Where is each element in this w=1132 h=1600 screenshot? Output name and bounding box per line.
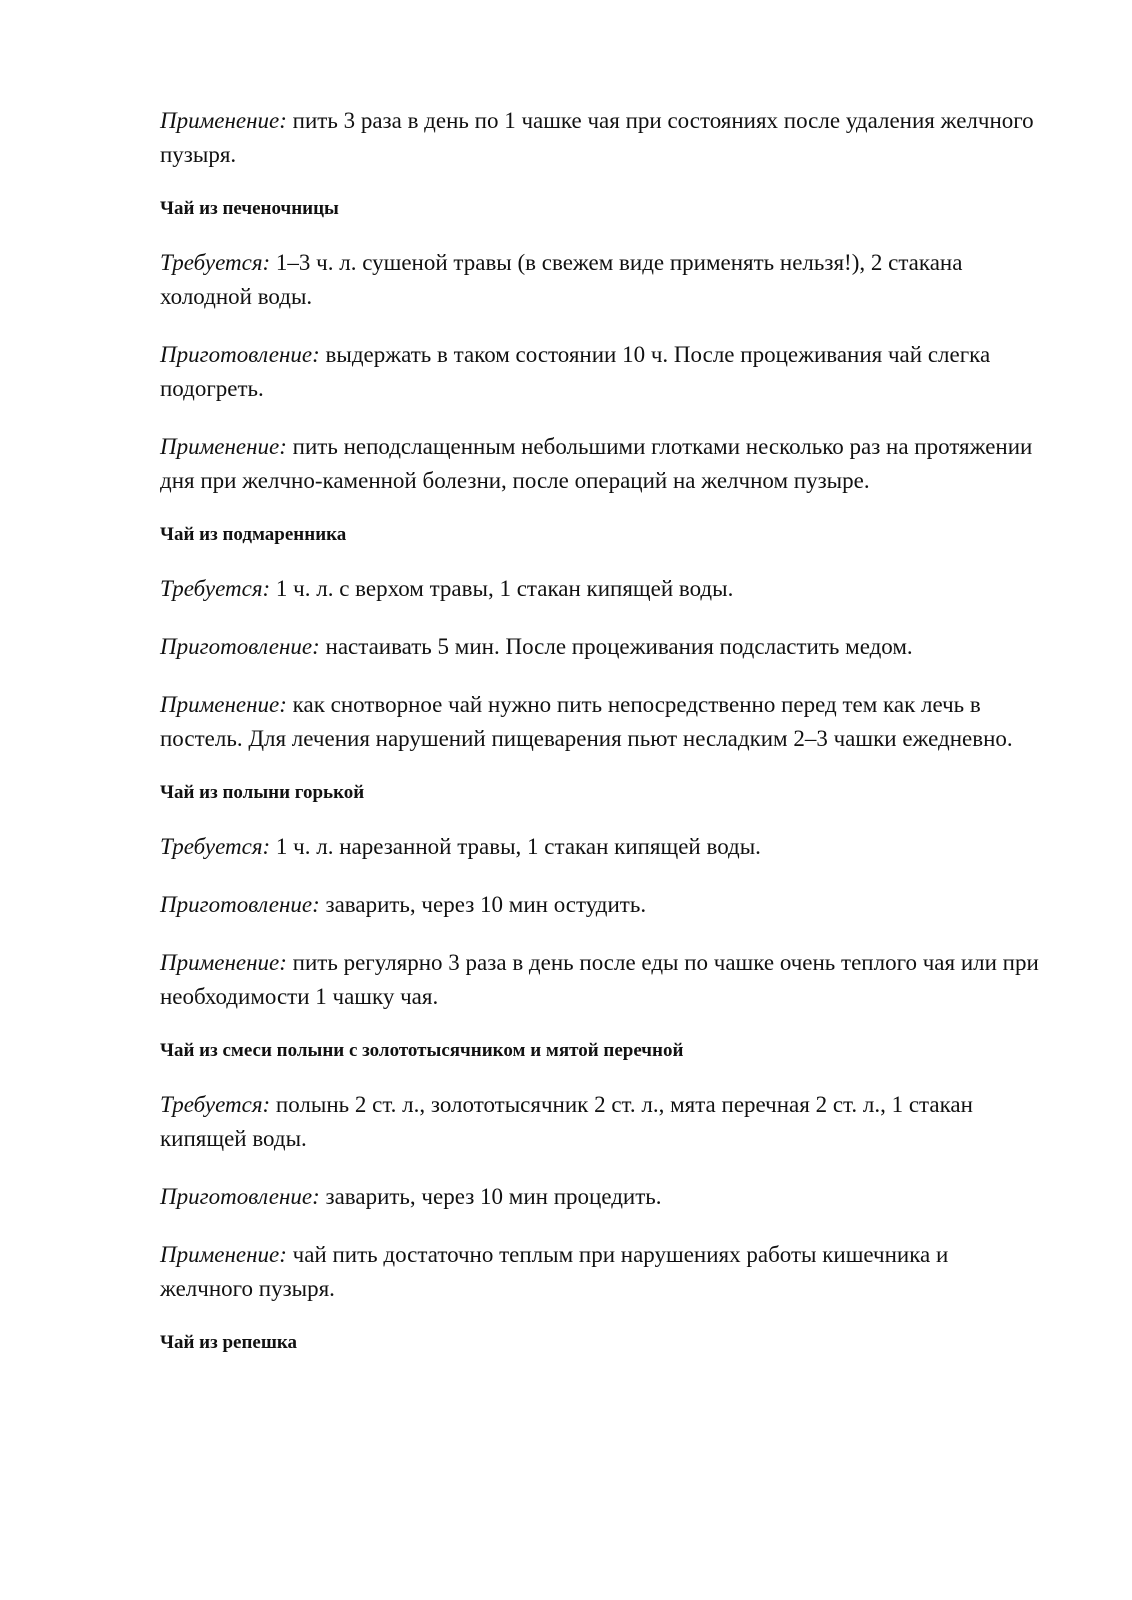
- section-heading: Чай из репешка: [160, 1332, 298, 1353]
- paragraph-label: Требуется:: [160, 576, 271, 601]
- paragraph-required: [160, 1088, 1040, 1156]
- paragraph-label: Применение:: [160, 692, 287, 717]
- paragraph-label: Требуется:: [160, 1092, 271, 1117]
- paragraph-text: пить регулярно 3 раза в день после еды по чашке очень теплого чая или при необходимости 1 чашку чая.: [160, 950, 1039, 1009]
- section-heading: Чай из печеночницы: [160, 198, 339, 219]
- paragraph-preparation: [160, 338, 1040, 406]
- paragraph-text: пить 3 раза в день по 1 чашке чая при состояниях после удаления желчного пузыря.: [160, 108, 1034, 167]
- paragraph-application: [160, 1238, 1040, 1306]
- paragraph-text: пить неподслащенным небольшими глотками несколько раз на протяжении дня при желчно-каменной болезни, после операций на желчном пузыре.: [160, 434, 1033, 493]
- section-heading: Чай из полыни горькой: [160, 782, 365, 803]
- paragraph-preparation: [160, 888, 1040, 922]
- paragraph-label: Приготовление:: [160, 342, 320, 367]
- paragraph-text: 1–3 ч. л. сушеной травы (в свежем виде применять нельзя!), 2 стакана холодной воды.: [160, 250, 963, 309]
- paragraph-text: полынь 2 ст. л., золототысячник 2 ст. л., мята перечная 2 ст. л., 1 стакан кипящей воды.: [160, 1092, 973, 1151]
- paragraph-label: Требуется:: [160, 250, 271, 275]
- paragraph-text: чай пить достаточно теплым при нарушениях работы кишечника и желчного пузыря.: [160, 1242, 949, 1301]
- section-heading: Чай из смеси полыни с золототысячником и мятой перечной: [160, 1040, 684, 1061]
- paragraph-text: 1 ч. л. с верхом травы, 1 стакан кипящей воды.: [270, 576, 734, 601]
- paragraph-preparation: [160, 1180, 1040, 1214]
- paragraph-label: Применение:: [160, 950, 287, 975]
- paragraph-required: [160, 830, 1040, 864]
- section-heading: Чай из подмаренника: [160, 524, 347, 545]
- paragraph-preparation: [160, 630, 1040, 664]
- paragraph-application: [160, 104, 1040, 172]
- paragraph-text: настаивать 5 мин. После процеживания подсластить медом.: [319, 634, 913, 659]
- paragraph-label: Применение:: [160, 1242, 287, 1267]
- paragraph-required: [160, 246, 1040, 314]
- paragraph-text: заварить, через 10 мин остудить.: [319, 892, 647, 917]
- paragraph-application: [160, 430, 1040, 498]
- paragraph-label: Применение:: [160, 434, 287, 459]
- paragraph-text: как снотворное чай нужно пить непосредственно перед тем как лечь в постель. Для лечения нарушений пищеварения пьют несладким 2–3 чашки ежедневно.: [160, 692, 1013, 751]
- paragraph-label: Приготовление:: [160, 1184, 320, 1209]
- document-content: [160, 104, 1040, 1380]
- paragraph-text: выдержать в таком состоянии 10 ч. После процеживания чай слегка подогреть.: [160, 342, 991, 401]
- paragraph-label: Приготовление:: [160, 634, 320, 659]
- paragraph-label: Приготовление:: [160, 892, 320, 917]
- paragraph-text: заварить, через 10 мин процедить.: [319, 1184, 662, 1209]
- paragraph-application: [160, 946, 1040, 1014]
- paragraph-text: 1 ч. л. нарезанной травы, 1 стакан кипящей воды.: [270, 834, 761, 859]
- paragraph-label: Требуется:: [160, 834, 271, 859]
- paragraph-application: [160, 688, 1040, 756]
- paragraph-label: Применение:: [160, 108, 287, 133]
- paragraph-required: [160, 572, 1040, 606]
